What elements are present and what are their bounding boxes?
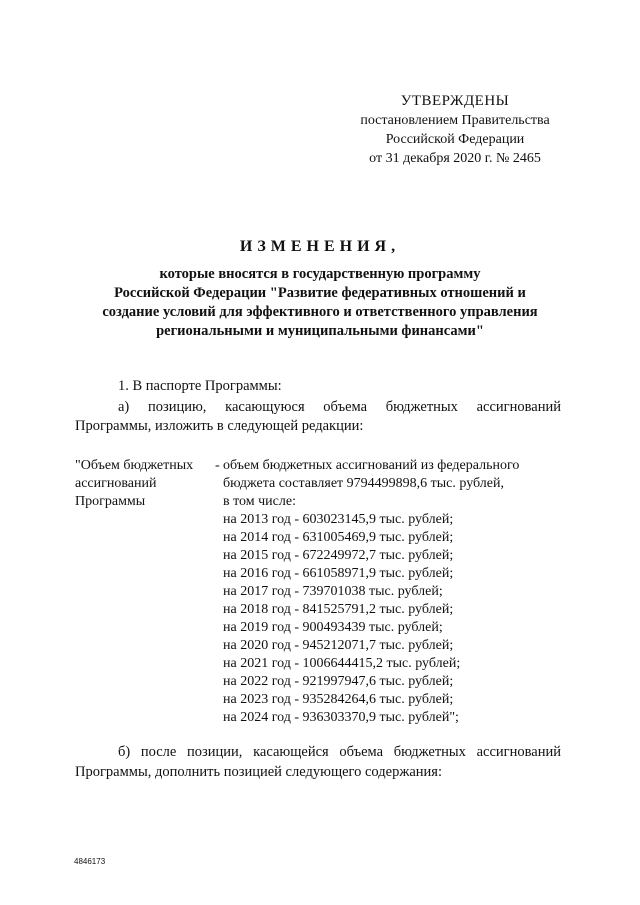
approval-stamp [340,92,570,168]
budget-year-line: на 2016 год - 661058971,9 тыс. рублей; [223,566,454,581]
budget-intro-line-2: бюджета составляет 9794499898,6 тыс. рублей, [223,476,504,491]
budget-year-line: на 2020 год - 945212071,7 тыс. рублей; [223,638,454,653]
approval-line-2: Российской Федерации [385,132,525,147]
document-title [60,237,580,341]
title-line-1: которые вносятся в государственную программу [159,266,481,282]
budget-year-line: на 2015 год - 672249972,7 тыс. рублей; [223,548,454,563]
budget-dash: - [215,458,220,473]
section-1-heading: 1. В паспорте Программы: [118,378,282,394]
title-line-2: Российской Федерации "Развитие федеративных отношений и [114,285,526,301]
budget-year-line: на 2023 год - 935284264,6 тыс. рублей; [223,692,454,707]
section-1-item-a-line-2: Программы, изложить в следующей редакции: [75,418,364,434]
budget-year-line: на 2018 год - 841525791,2 тыс. рублей; [223,602,454,617]
title-line-3: создание условий для эффективного и ответственного управления [102,304,538,320]
budget-content [223,457,563,727]
budget-label-line-2: ассигнований [75,476,157,491]
budget-year-line: на 2014 год - 631005469,9 тыс. рублей; [223,530,454,545]
budget-year-line: на 2013 год - 603023145,9 тыс. рублей; [223,512,454,527]
document-code: 4846173 [74,857,106,866]
title-heading: ИЗМЕНЕНИЯ, [239,238,401,255]
approval-line-1: постановлением Правительства [360,113,550,128]
section-b-line-2: Программы, дополнить позицией следующего содержания: [75,764,443,780]
budget-year-line: на 2017 год - 739701038 тыс. рублей; [223,584,443,599]
budget-year-line: на 2024 год - 936303370,9 тыс. рублей"; [223,710,459,725]
title-line-4: региональными и муниципальными финансами" [156,323,484,339]
budget-label-line-3: Программы [75,494,146,509]
budget-label-line-1: "Объем бюджетных [75,458,194,473]
budget-label [75,457,217,511]
section-1-item-a-line-1: а) позицию, касающуюся объема бюджетных ассигнований [118,399,561,415]
budget-intro-line-1: объем бюджетных ассигнований из федерального [223,458,520,473]
approval-line-3: от 31 декабря 2020 г. № 2465 [369,151,541,166]
budget-intro-line-3: в том числе: [223,494,296,509]
section-b-line-1: б) после позиции, касающейся объема бюджетных ассигнований [118,744,561,760]
budget-year-line: на 2019 год - 900493439 тыс. рублей; [223,620,443,635]
approval-heading: УТВЕРЖДЕНЫ [400,93,510,109]
budget-year-line: на 2021 год - 1006644415,2 тыс. рублей; [223,656,461,671]
budget-year-line: на 2022 год - 921997947,6 тыс. рублей; [223,674,454,689]
